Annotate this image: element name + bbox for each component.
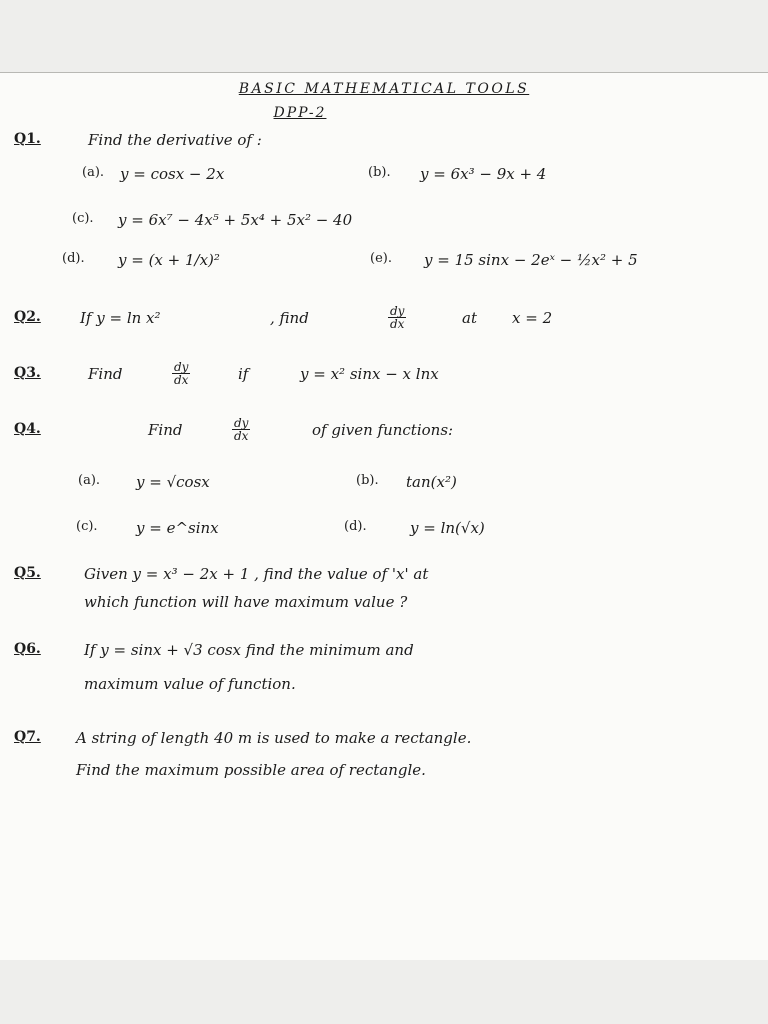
- q4-b-expr: tan(x²): [406, 473, 457, 491]
- q3-fraction: [172, 361, 190, 386]
- q7-number: Q7.: [14, 729, 41, 745]
- q1-ab-row: [0, 165, 768, 191]
- q2-text-b: , find: [270, 309, 309, 327]
- page-title: BASIC MATHEMATICAL TOOLS: [238, 81, 530, 97]
- q1-e-expr: y = 15 sinx − 2eˣ − ½x² + 5: [424, 251, 638, 269]
- q4-fraction: [232, 417, 250, 442]
- worksheet-page: [0, 72, 768, 961]
- q5-line2-row: [0, 593, 768, 619]
- q5-line1: Given y = x³ − 2x + 1 , find the value of 'x' at: [84, 565, 429, 583]
- q6-line1: If y = sinx + √3 cosx find the minimum and: [84, 641, 414, 659]
- q1-c-label: (c).: [72, 211, 94, 226]
- q7-line1: A string of length 40 m is used to make a rectangle.: [76, 729, 472, 747]
- q4-d-expr: y = ln(√x): [410, 519, 485, 537]
- q7-line2: Find the maximum possible area of rectangle.: [76, 761, 426, 779]
- q3-text-a: Find: [88, 365, 123, 383]
- q3-number: Q3.: [14, 365, 41, 381]
- q4-frac-num: dy: [234, 416, 249, 430]
- q4-c-expr: y = e^sinx: [136, 519, 219, 537]
- q4-a-label: (a).: [78, 473, 101, 488]
- q1-c-expr: y = 6x⁷ − 4x⁵ + 5x⁴ + 5x² − 40: [118, 211, 353, 229]
- q1-number: Q1.: [14, 131, 41, 147]
- q1-b-expr: y = 6x³ − 9x + 4: [420, 165, 547, 183]
- q3-text-b: if: [238, 365, 249, 383]
- q5-line2: which function will have maximum value ?: [84, 593, 408, 611]
- background-margin: [0, 960, 768, 1024]
- q1-b-label: (b).: [368, 165, 391, 180]
- q2-number: Q2.: [14, 309, 41, 325]
- q4-cd-row: [0, 519, 768, 545]
- q2-frac-den: dx: [390, 317, 405, 331]
- q4-d-label: (d).: [344, 519, 367, 534]
- q1-d-expr: y = (x + 1/x)²: [118, 251, 220, 269]
- q7-line1-row: [0, 729, 768, 755]
- q1-c-row: [0, 211, 768, 237]
- q6-line2-row: [0, 675, 768, 701]
- q4-ab-row: [0, 473, 768, 499]
- q1-a-label: (a).: [82, 165, 105, 180]
- q3-frac-den: dx: [174, 373, 189, 387]
- q1-d-label: (d).: [62, 251, 85, 266]
- q4-a-expr: y = √cosx: [136, 473, 210, 491]
- q2-text-c: at: [462, 309, 477, 327]
- q2-row: [0, 304, 768, 335]
- q2-text-d: x = 2: [512, 309, 553, 327]
- q1-a-expr: y = cosx − 2x: [120, 165, 225, 183]
- q4-text-b: of given functions:: [312, 421, 454, 439]
- page-subtitle: DPP-2: [273, 105, 327, 121]
- q5-number: Q5.: [14, 565, 41, 581]
- q6-line2: maximum value of function.: [84, 675, 296, 693]
- q4-text-a: Find: [148, 421, 183, 439]
- q3-text-c: y = x² sinx − x lnx: [300, 365, 439, 383]
- q6-line1-row: [0, 641, 768, 667]
- q2-text-a: If y = ln x²: [80, 309, 161, 327]
- q1-prompt: Find the derivative of :: [88, 131, 262, 149]
- q4-c-label: (c).: [76, 519, 98, 534]
- q4-number: Q4.: [14, 421, 41, 437]
- q2-fraction: [388, 305, 406, 330]
- q3-frac-num: dy: [174, 360, 189, 374]
- q6-number: Q6.: [14, 641, 41, 657]
- q4-frac-den: dx: [234, 429, 249, 443]
- q2-frac-num: dy: [390, 304, 405, 318]
- q1-e-label: (e).: [370, 251, 392, 266]
- q1-prompt-row: [0, 131, 768, 157]
- q5-line1-row: [0, 565, 768, 591]
- q4-prompt-row: [0, 416, 768, 447]
- q1-de-row: [0, 251, 768, 277]
- q7-line2-row: [0, 761, 768, 787]
- q4-b-label: (b).: [356, 473, 379, 488]
- q3-row: [0, 360, 768, 391]
